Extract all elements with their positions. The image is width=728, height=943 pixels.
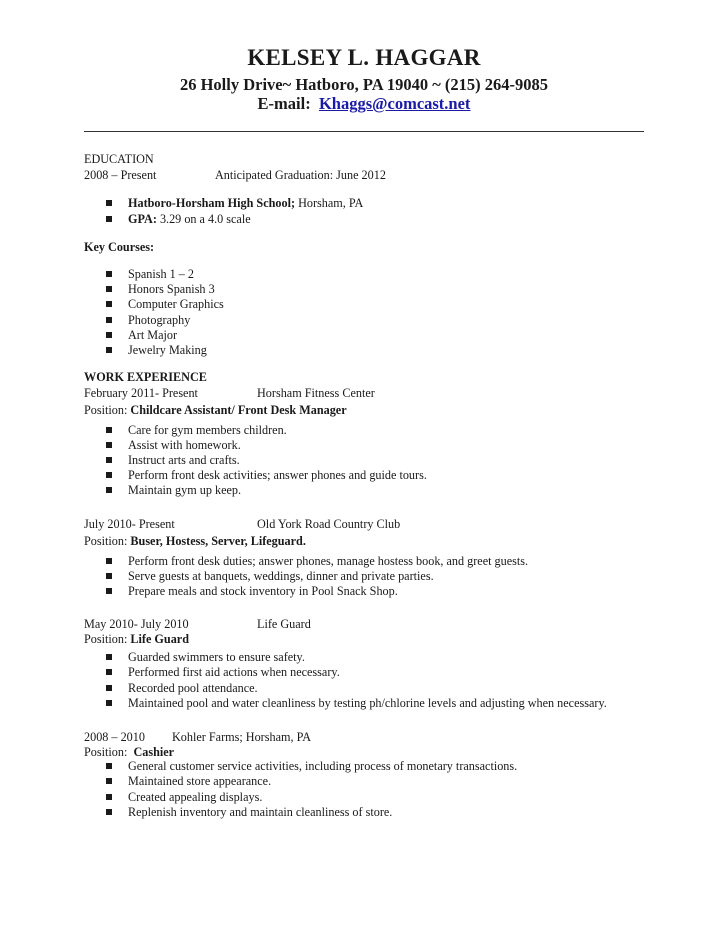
duty-item: Guarded swimmers to ensure safety. [128,651,305,663]
bullet-icon [106,442,112,448]
school-item [128,197,363,209]
job-dates: May 2010- July 2010 [84,617,189,631]
education-dates: 2008 – Present [84,168,157,182]
graduation-date: Anticipated Graduation: June 2012 [215,168,386,182]
email-label: E-mail: [257,94,311,113]
bullet-icon [106,809,112,815]
bullet-icon [106,200,112,206]
position-label: Position: [84,745,128,759]
bullet-icon [106,700,112,706]
bullet-icon [106,763,112,769]
contact-email-line [0,96,728,113]
duty-item: Replenish inventory and maintain cleanliness of store. [128,806,392,818]
job-header [84,617,311,631]
resume-name: KELSEY L. HAGGAR [247,45,481,70]
bullet-icon [106,487,112,493]
gpa-label: GPA: [128,212,157,226]
bullet-icon [106,558,112,564]
job-position [84,404,347,416]
course-item: Spanish 1 – 2 [128,268,194,280]
position-title: Cashier [133,745,175,759]
bullet-icon [106,271,112,277]
job-employer: Kohler Farms; Horsham, PA [172,730,312,744]
duty-item: Prepare meals and stock inventory in Pool Snack Shop. [128,585,398,597]
course-item: Jewelry Making [128,344,207,356]
job-employer: Horsham Fitness Center [257,386,375,400]
education-heading: EDUCATION [84,152,154,166]
bullet-icon [106,573,112,579]
position-title: Buser, Hostess, Server, Lifeguard. [130,534,306,548]
job-dates: 2008 – 2010 [84,730,145,744]
position-label: Position: [84,403,128,417]
bullet-icon [106,347,112,353]
job-position [84,535,306,547]
bullet-icon [106,669,112,675]
job-position [84,633,189,645]
position-title: Childcare Assistant/ Front Desk Manager [130,403,347,417]
position-title: Life Guard [130,632,189,646]
key-courses-heading: Key Courses: [84,240,155,254]
course-item: Photography [128,314,190,326]
bullet-icon [106,427,112,433]
duty-item: Perform front desk activities; answer phones and guide tours. [128,469,427,481]
bullet-icon [106,794,112,800]
duty-item: Performed first aid actions when necessary. [128,666,340,678]
bullet-icon [106,317,112,323]
duty-item: Assist with homework. [128,439,241,451]
course-item: Computer Graphics [128,298,224,310]
bullet-icon [106,654,112,660]
bullet-icon [106,457,112,463]
course-item: Art Major [128,329,177,341]
bullet-icon [106,286,112,292]
job-header [84,386,375,400]
bullet-icon [106,588,112,594]
duty-item: Maintained store appearance. [128,775,271,787]
work-experience-heading: WORK EXPERIENCE [84,370,207,384]
education-dates-line [84,168,386,182]
job-employer: Old York Road Country Club [257,517,401,531]
duty-item: Care for gym members children. [128,424,287,436]
duty-item: Perform front desk duties; answer phones, manage hostess book, and greet guests. [128,555,528,567]
course-item: Honors Spanish 3 [128,283,215,295]
gpa-item [128,213,251,225]
duty-item: Recorded pool attendance. [128,682,258,694]
duty-item: General customer service activities, including process of monetary transactions. [128,760,517,772]
job-dates: July 2010- Present [84,517,175,531]
header-divider [84,131,644,132]
position-label: Position: [84,632,128,646]
email-link[interactable]: Khaggs@comcast.net [318,94,471,113]
job-employer: Life Guard [257,617,311,631]
job-header [84,517,401,531]
bullet-icon [106,472,112,478]
duty-item: Serve guests at banquets, weddings, dinner and private parties. [128,570,434,582]
bullet-icon [106,332,112,338]
bullet-icon [106,685,112,691]
job-dates: February 2011- Present [84,386,198,400]
duty-item: Maintain gym up keep. [128,484,241,496]
gpa-value: 3.29 on a 4.0 scale [159,212,251,226]
school-location: Horsham, PA [298,196,364,210]
duty-item: Created appealing displays. [128,791,262,803]
position-label: Position: [84,534,128,548]
duty-item: Instruct arts and crafts. [128,454,240,466]
job-header [84,730,312,744]
contact-address: 26 Holly Drive~ Hatboro, PA 19040 ~ (215) 264-9085 [179,75,549,94]
duty-item: Maintained pool and water cleanliness by testing ph/chlorine levels and adjusting when necessary. [128,697,607,709]
bullet-icon [106,216,112,222]
school-name: Hatboro-Horsham High School; [128,196,296,210]
job-position [84,746,174,758]
bullet-icon [106,301,112,307]
bullet-icon [106,778,112,784]
